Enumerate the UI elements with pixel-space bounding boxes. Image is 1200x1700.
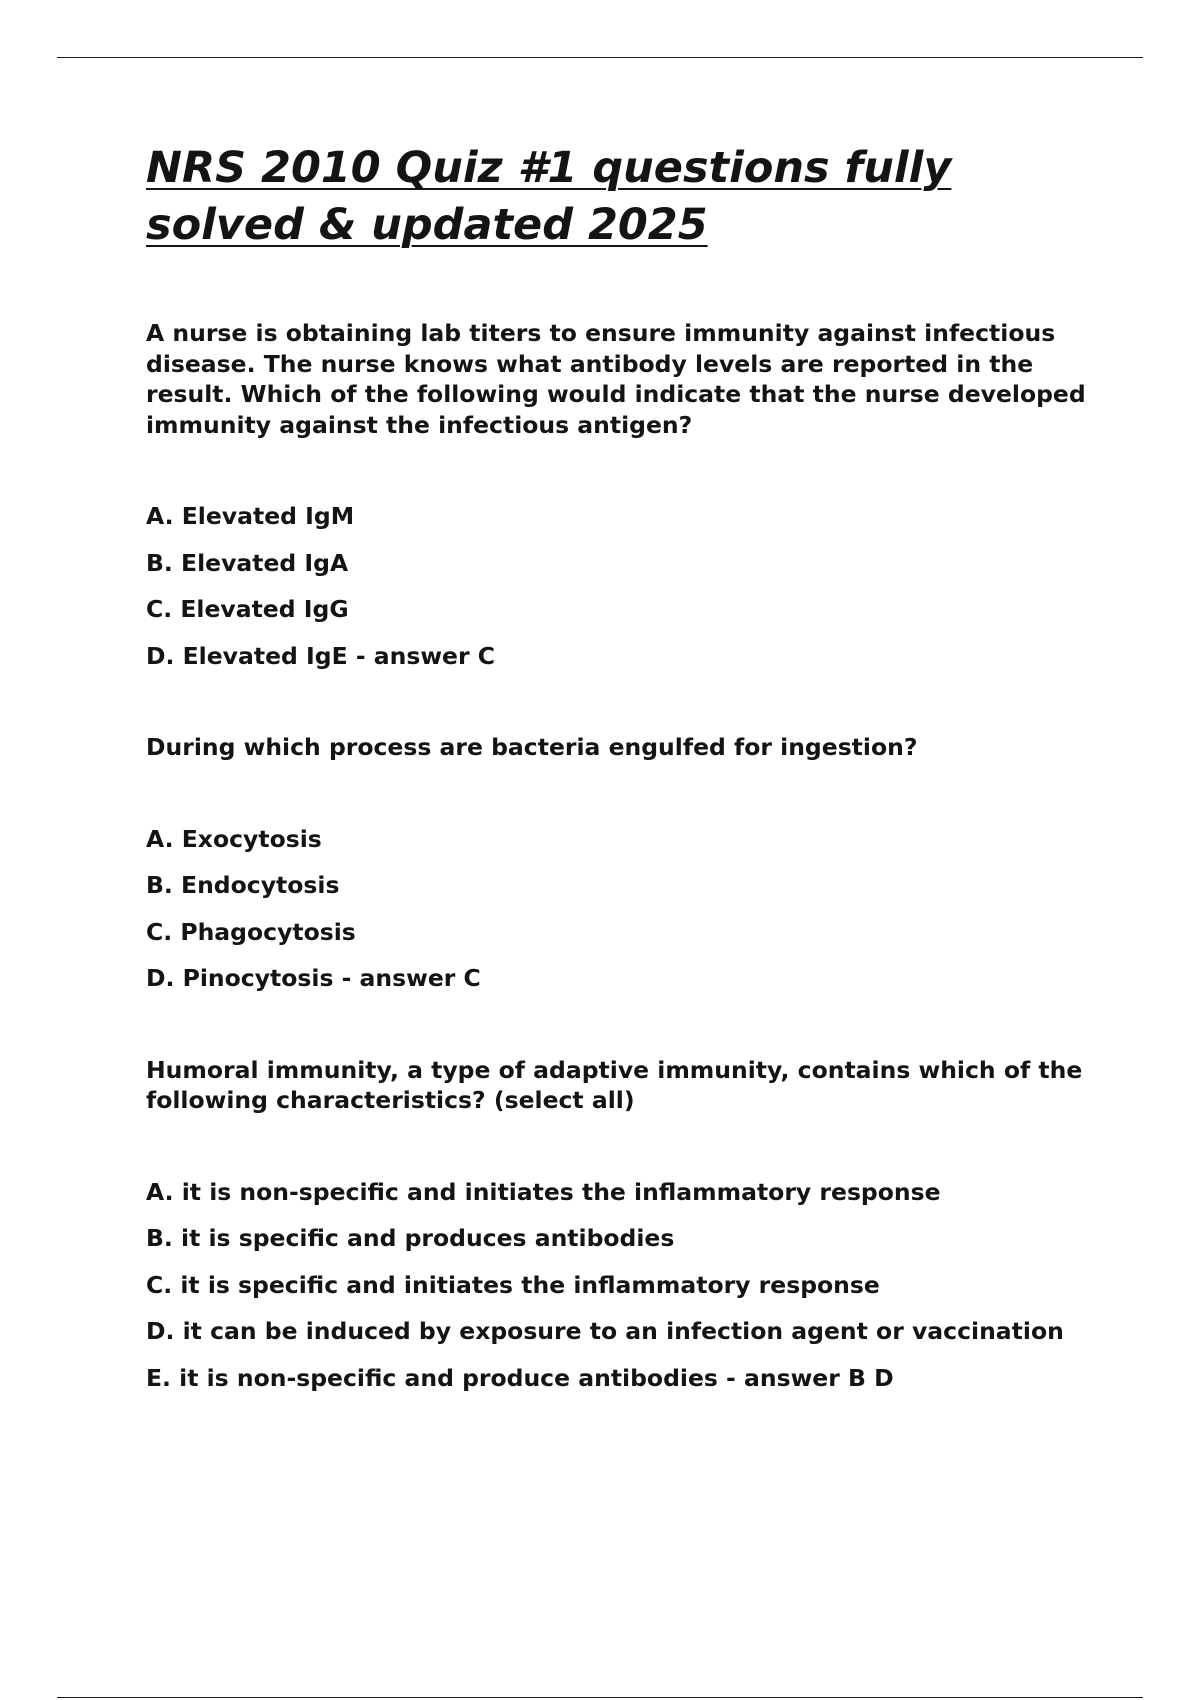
option-b: B. Elevated IgA	[146, 548, 349, 577]
question-text: During which process are bacteria engulfed for ingestion?	[146, 733, 918, 761]
document-title: NRS 2010 Quiz #1 questions fully solved & updated 2025	[146, 143, 952, 250]
document-body	[146, 140, 1106, 1393]
option-b: B. Endocytosis	[146, 871, 340, 899]
option-a: A. Elevated IgM	[146, 502, 355, 530]
question-text: Humoral immunity, a type of adaptive immunity, contains which of the following characteristics? (select all)	[146, 1055, 1083, 1114]
option-c: C. Elevated IgG	[146, 595, 349, 623]
option-c: C. Phagocytosis	[146, 917, 356, 946]
option-d: D. Elevated IgE - answer C	[146, 641, 495, 670]
option-a: A. it is non-specific and initiates the inflammatory response	[146, 1177, 941, 1206]
answer-options	[146, 1177, 1106, 1394]
question-1	[146, 318, 1106, 671]
option-d: D. Pinocytosis - answer C	[146, 964, 481, 992]
option-a: A. Exocytosis	[146, 824, 322, 853]
top-rule	[57, 57, 1143, 58]
bottom-rule	[57, 1697, 1143, 1698]
question-2	[146, 732, 1106, 994]
option-b: B. it is specific and produces antibodies	[146, 1224, 675, 1252]
answer-options	[146, 824, 1106, 994]
option-c: C. it is specific and initiates the inflammatory response	[146, 1270, 880, 1299]
option-e: E. it is non-specific and produce antibodies - answer B D	[146, 1363, 894, 1392]
answer-options	[146, 501, 1106, 671]
question-3	[146, 1055, 1106, 1394]
question-text: A nurse is obtaining lab titers to ensure immunity against infectious disease. The nurse knows what antibody levels are reported in the result. Which of the following would indicate that the nurse developed immunity against the infectious antigen?	[146, 319, 1086, 439]
option-d: D. it can be induced by exposure to an infection agent or vaccination	[146, 1317, 1064, 1345]
